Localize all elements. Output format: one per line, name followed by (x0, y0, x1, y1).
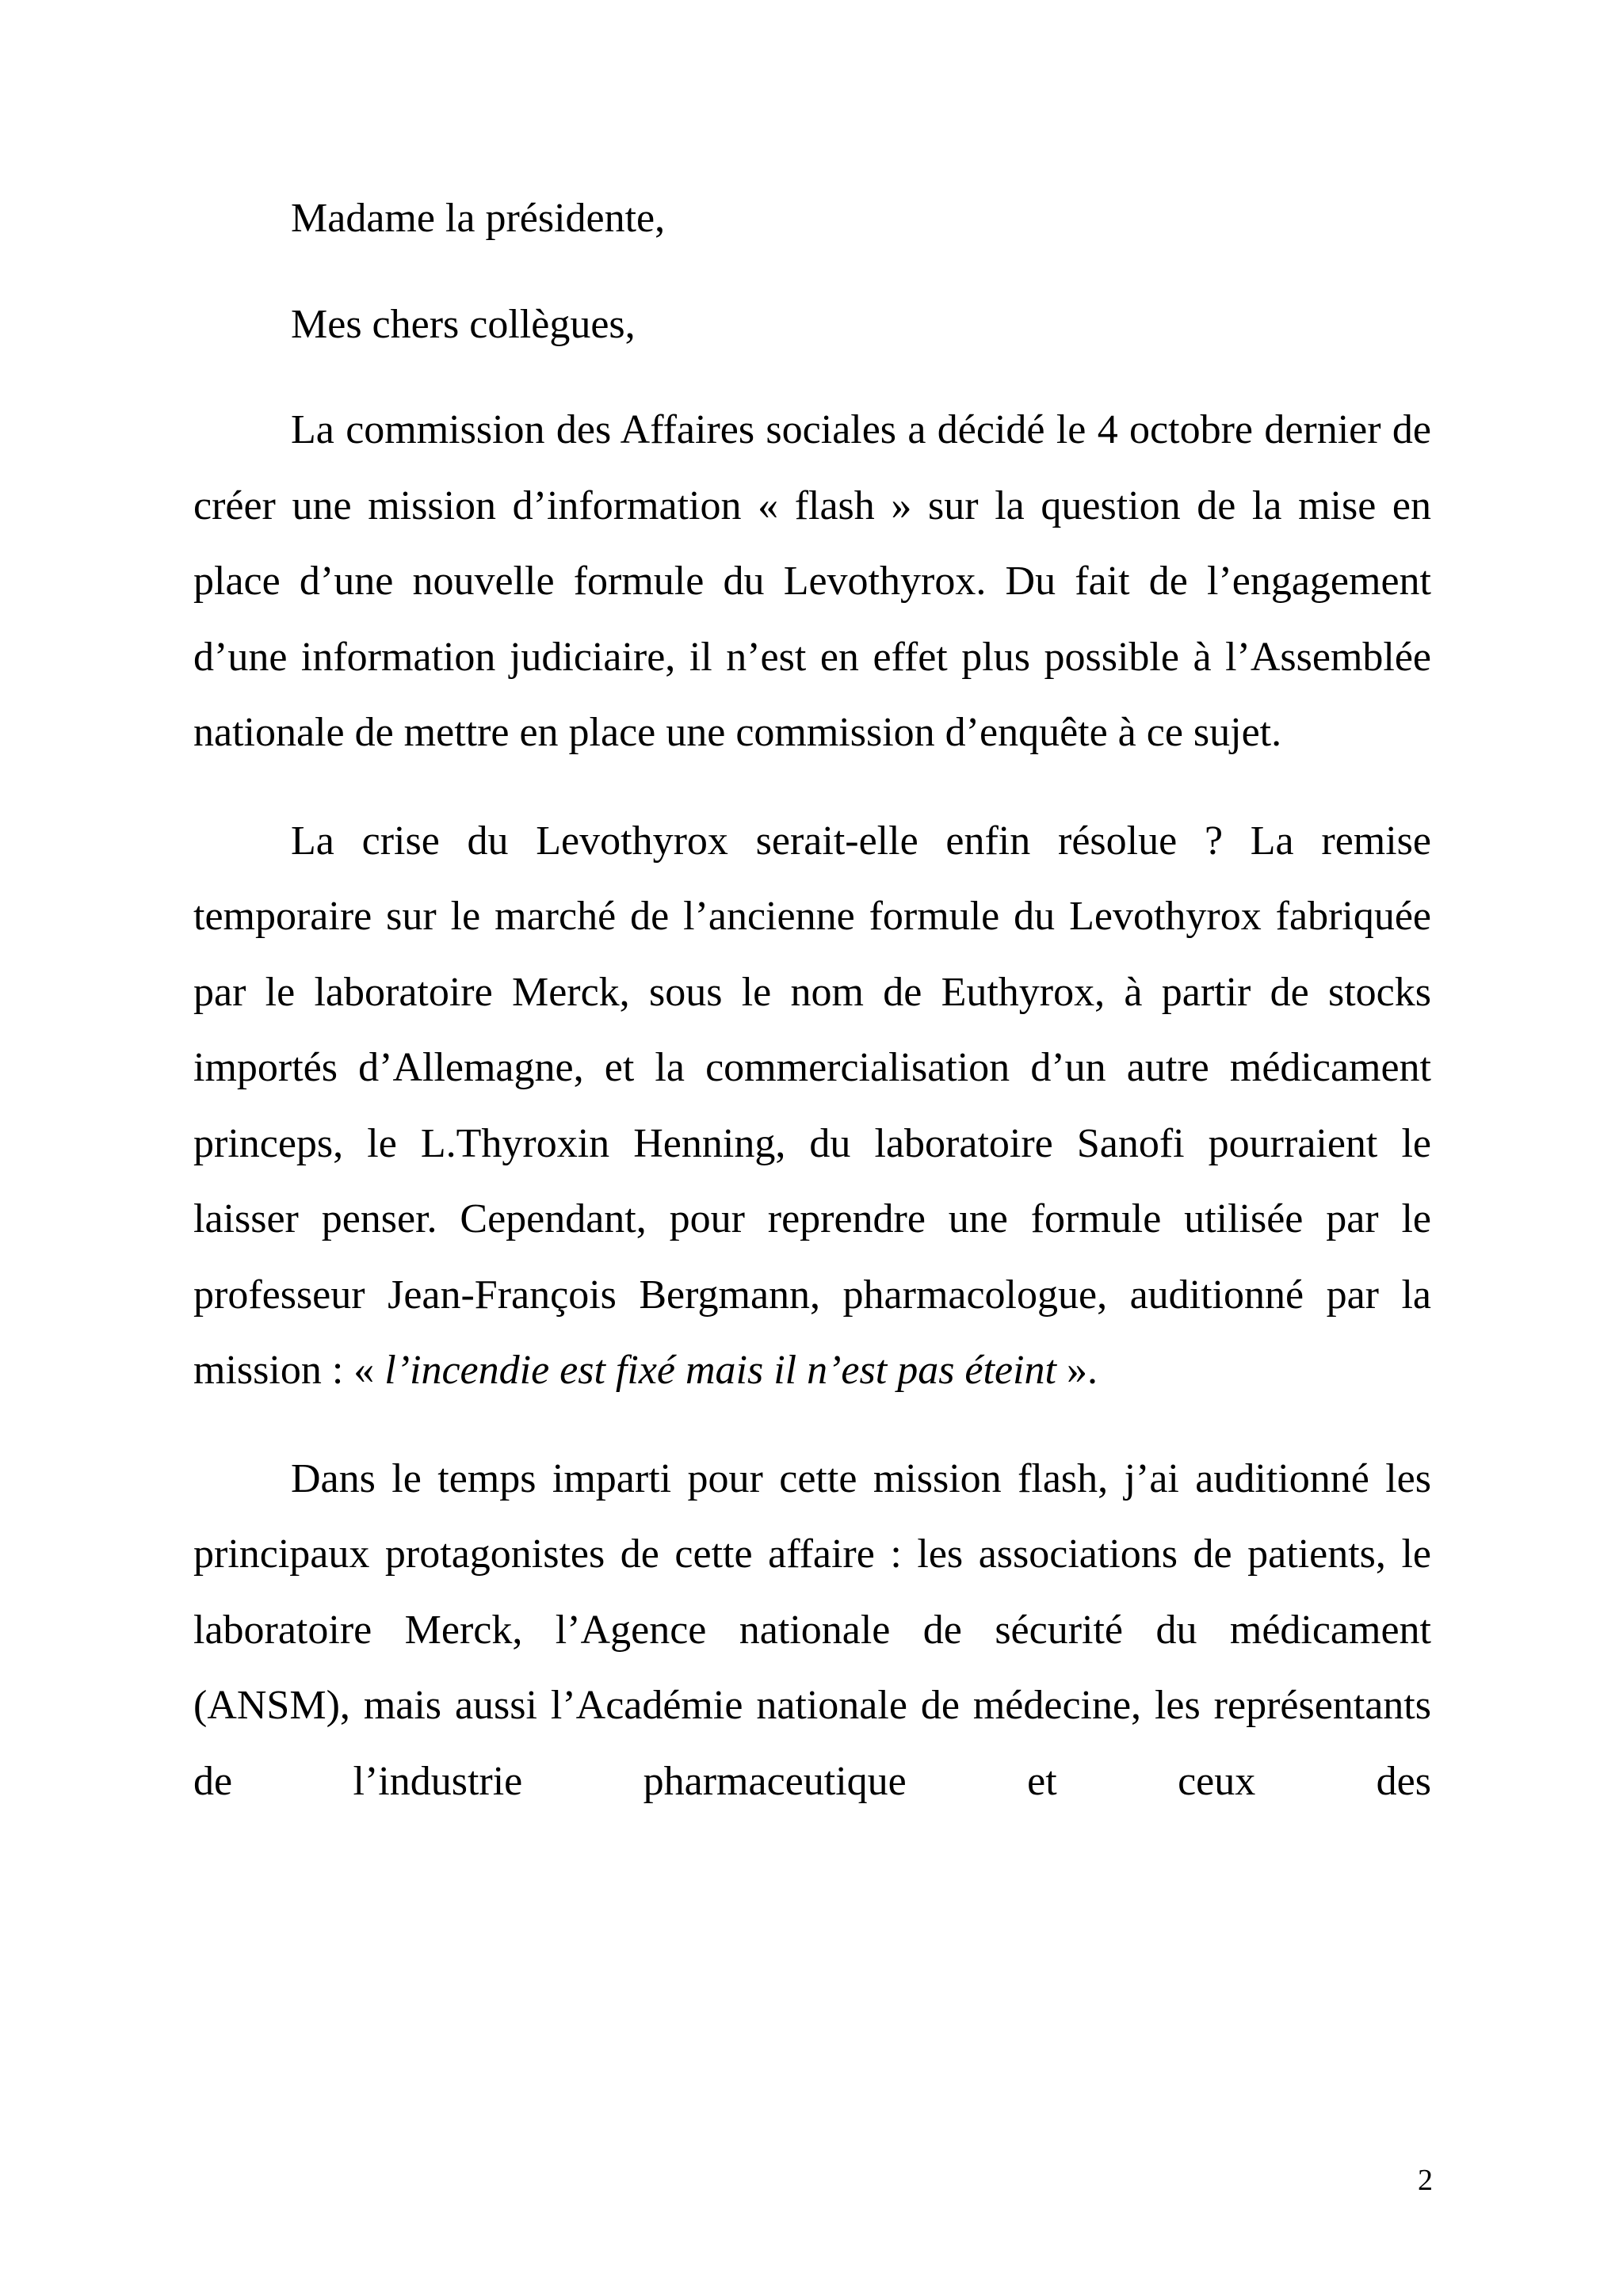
paragraph-crisis-outro: ». (1056, 1348, 1098, 1393)
paragraph-crisis-intro: La crise du Levothyrox serait-elle enfin résolue ? La remise temporaire sur le marché de l’ancienne formule du Levothyrox fabriquée par le laboratoire Merck, sous le nom de Euthyrox, à partir de stocks importés d’Allemagne, et la commercialisation d’un autre médicament princeps, le L.Thyroxin Henning, du laboratoire Sanofi pourraient le laisser penser. Cependant, pour reprendre une formule utilisée par le professeur Jean-François Bergmann, pharmacologue, auditionné par la mission : « (193, 818, 1431, 1393)
page-number: 2 (1418, 2164, 1433, 2197)
paragraph-mission-creation: La commission des Affaires sociales a décidé le 4 octobre dernier de créer une mission d’information « flash » sur la question de la mise en place d’une nouvelle formule du Levothyrox. Du fait de l’engagement d’une information judiciaire, il n’est en effet plus possible à l’Assemblée nationale de mettre en place une commission d’enquête à ce sujet. (193, 407, 1431, 755)
salutation-colleagues: Mes chers collègues, (291, 301, 636, 347)
paragraph-hearings: Dans le temps imparti pour cette mission flash, j’ai auditionné les principaux protagonistes de cette affaire : les associations de patients, le laboratoire Merck, l’Agence nationale de sécurité du médicament (ANSM), mais aussi l’Académie nationale de médecine, les représentants de l’industrie pharmaceutique et ceux des (193, 1455, 1431, 1804)
paragraph-crisis (193, 803, 1431, 1409)
document-body (193, 181, 1431, 1819)
bergmann-quote: l’incendie est fixé mais il n’est pas éteint (384, 1348, 1056, 1393)
salutation-president: Madame la présidente, (291, 196, 666, 241)
